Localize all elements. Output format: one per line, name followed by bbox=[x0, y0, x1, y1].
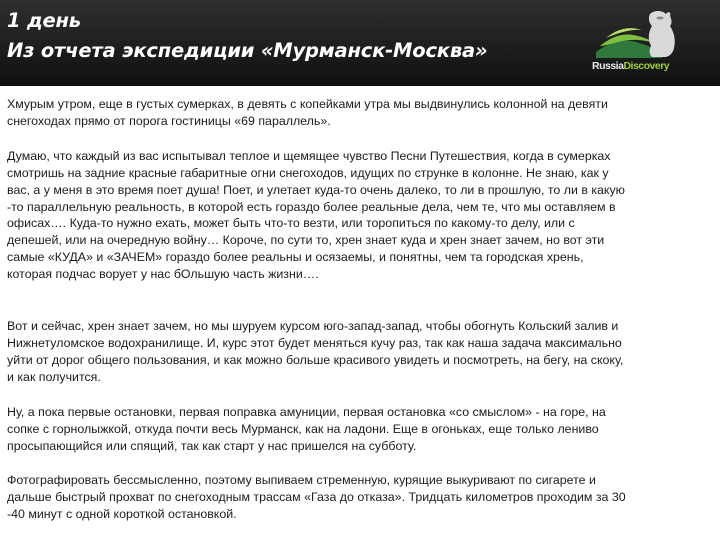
paragraph: Вот и сейчас, хрен знает зачем, но мы шуруем курсом юго-запад-запад, чтобы обогнуть Кольский залив и Нижнетуломское водохранилище. И, курс этот будет меняться кучу раз, так как наша задача максимально уйти от дорог общего пользования, и как можно больше красивого увидеть и посмотреть, на бегу, на скоку, и как получится. bbox=[7, 319, 624, 384]
paragraph: Ну, а пока первые остановки, первая поправка амуниции, первая остановка «со смыслом» - на горе, на сопке с горнолыжкой, откуда почти весь Мурманск, как на ладони. Еще в огоньках, еще только лениво просыпающийся или спящий, так как старт у нас пришелся на субботу. bbox=[7, 404, 606, 453]
russia-discovery-logo bbox=[592, 8, 688, 80]
logo-text-discovery: Discovery bbox=[623, 60, 670, 72]
bear-in-landscape-logo-icon bbox=[592, 8, 688, 60]
paragraph: Фотографировать бессмысленно, поэтому выпиваем стременную, курящие выкуривают по сигарете и дальше быстрый прохват по снегоходным трассам «Газа до отказа». Тридцать километров проходим за 30 -40 минут с одной короткой остановкой. bbox=[7, 473, 626, 522]
paragraph: Думаю, что каждый из вас испытывал теплое и щемящее чувство Песни Путешествия, когда в сумерках смотришь на задние красные габаритные огни снегоходов, идущих по струнке в колонне. Не знаю, как у вас, а у меня в это время поет душа! Поет, и улетает куда-то очень далеко, то ли в прошлую, то ли в какую -то параллельную реальность, в которой есть гораздо более реальные дела, чем те, что мы оставляем в офисах…. Куда-то нужно ехать, может быть что-то везти, или торопиться по какому-то делу, или с депешей, или на очередную войну… Короче, по сути то, хрен знает куда и хрен знает зачем, но вот эти самые «КУДА» и «ЗАЧЕМ» гораздо более реальны и осязаемы, и понятны, чем та городская хрень, которая подчас ворует у нас бОльшую часть жизни…. bbox=[7, 148, 625, 282]
paragraph: Хмурым утром, еще в густых сумерках, в девять с копейками утра мы выдвинулись колонной на девяти снегоходах прямо от порога гостиницы «69 параллель». bbox=[7, 97, 608, 128]
page-title: Из отчета экспедиции «Мурманск-Москва» bbox=[7, 39, 488, 62]
logo-text-russia: Russia bbox=[592, 60, 624, 72]
report-body bbox=[7, 96, 713, 523]
logo-text bbox=[592, 60, 688, 72]
header-banner bbox=[0, 0, 720, 86]
page-title-day: 1 день bbox=[7, 9, 81, 32]
